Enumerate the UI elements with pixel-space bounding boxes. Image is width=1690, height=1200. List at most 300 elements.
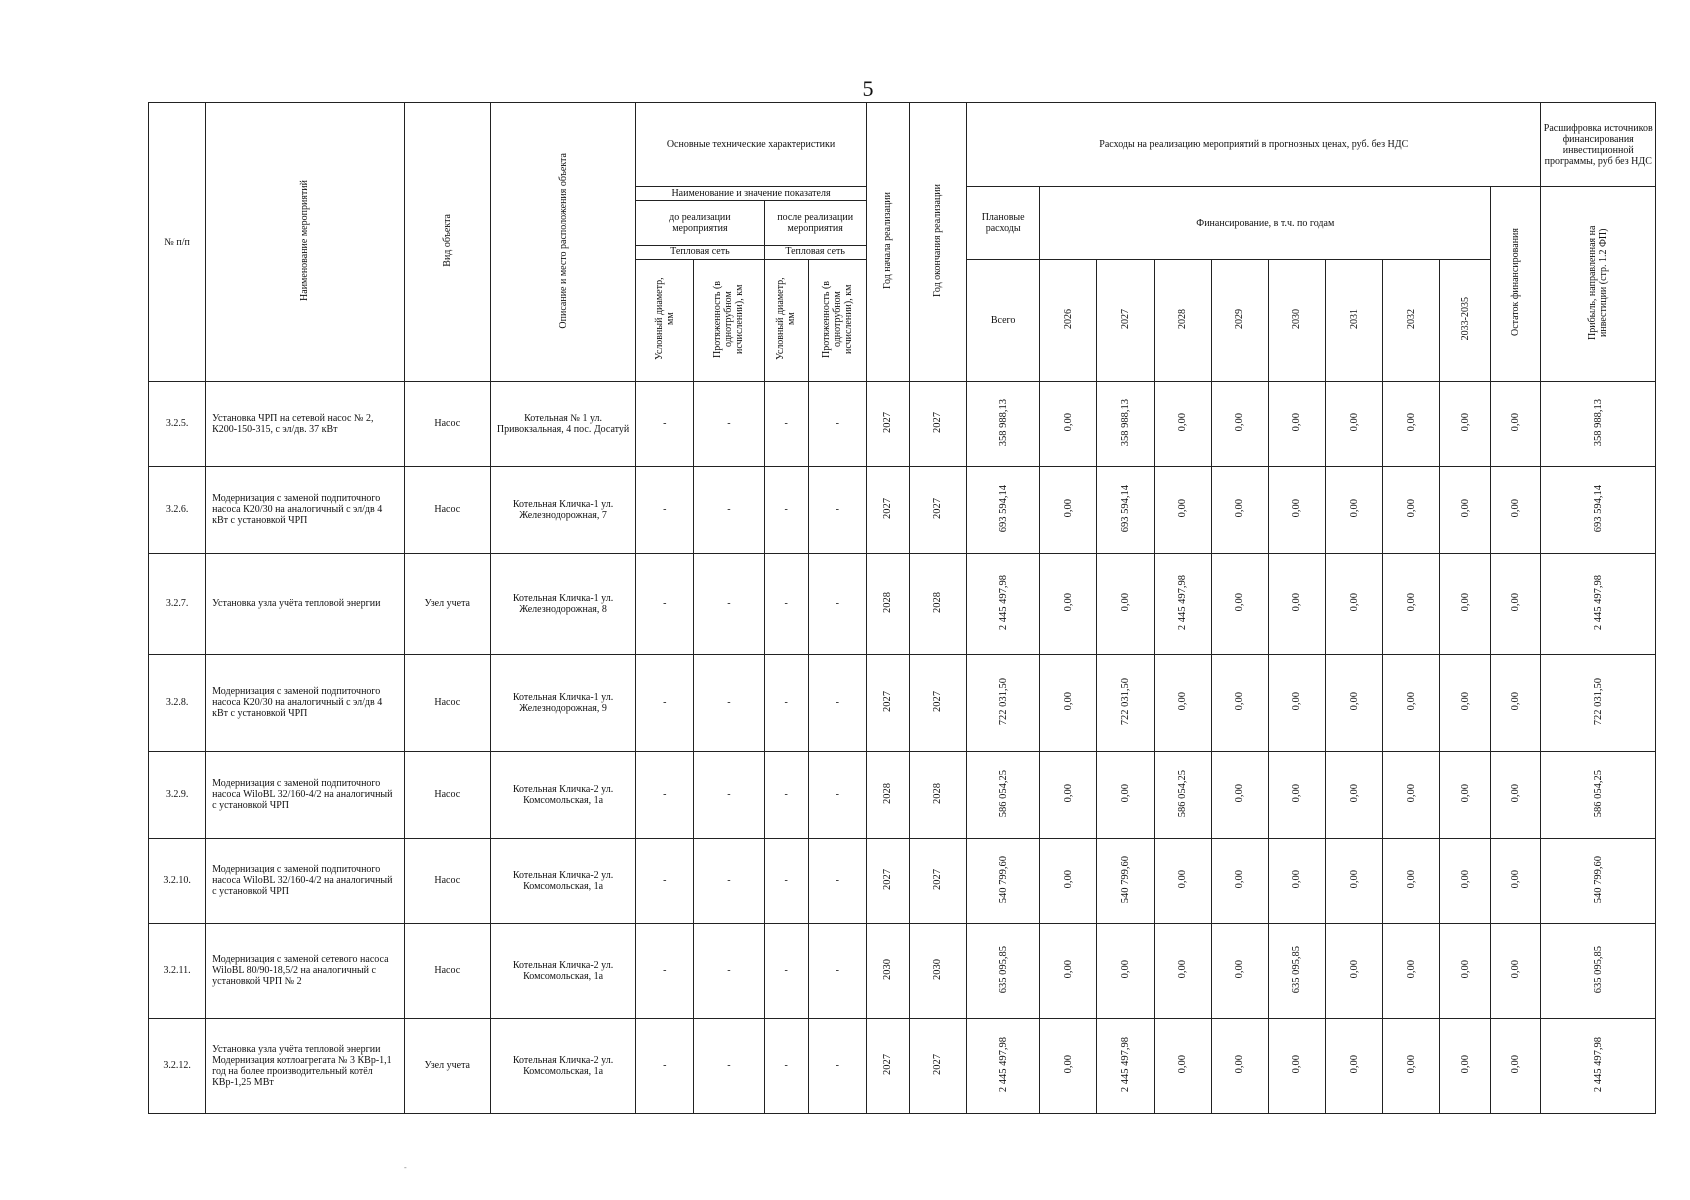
header-total: Всего: [967, 260, 1040, 382]
row-2031-cell: [1325, 1018, 1382, 1113]
header-name: Наименование мероприятий: [206, 103, 405, 382]
table-row: [149, 553, 1656, 654]
row-2030: 0,00: [1291, 1055, 1303, 1074]
row-remainder: 0,00: [1510, 1055, 1522, 1074]
row-remainder-cell: [1491, 838, 1541, 923]
row-2029-cell: [1211, 654, 1268, 751]
row-remainder: 0,00: [1510, 960, 1522, 979]
header-length-before: Протяженность (в однотрубном исчислении), км: [694, 260, 764, 382]
row-year-start-cell: [866, 654, 909, 751]
row-2029-cell: [1211, 1018, 1268, 1113]
row-2031: 0,00: [1348, 960, 1360, 979]
row-2031-cell: [1325, 466, 1382, 553]
header-diameter-before: Условный диаметр, мм: [636, 260, 694, 382]
row-2031: 0,00: [1348, 784, 1360, 803]
row-length-after: -: [808, 752, 866, 839]
row-2026: 0,00: [1062, 960, 1074, 979]
row-2030-cell: [1268, 838, 1325, 923]
row-year-end: 2027: [932, 690, 944, 712]
row-year-end-cell: [909, 382, 966, 467]
row-length-before: -: [694, 382, 764, 467]
row-remainder: 0,00: [1510, 593, 1522, 612]
header-profit: Прибыль, направленная на инвестиции (стр. 1.2 ФП): [1541, 187, 1656, 382]
row-year-start-cell: [866, 553, 909, 654]
row-diameter-after: -: [764, 752, 808, 839]
header-expenses: Расходы на реализацию мероприятий в прогнозных ценах, руб. без НДС: [967, 103, 1541, 187]
header-year-2029: 2029: [1211, 260, 1268, 382]
row-year-end: 2027: [932, 868, 944, 890]
row-2027-cell: [1097, 553, 1154, 654]
row-location: Котельная Кличка-2 ул. Комсомольская, 1а: [490, 1018, 635, 1113]
row-remainder-cell: [1491, 382, 1541, 467]
row-2033-2035: 0,00: [1459, 593, 1471, 612]
row-num: 3.2.10.: [149, 838, 206, 923]
row-type: Узел учета: [404, 553, 490, 654]
row-type: Насос: [404, 838, 490, 923]
row-2029: 0,00: [1234, 413, 1246, 432]
row-2033-2035-cell: [1440, 553, 1491, 654]
row-total-cell: [967, 923, 1040, 1018]
row-2030-cell: [1268, 1018, 1325, 1113]
row-year-end-cell: [909, 752, 966, 839]
row-2029: 0,00: [1234, 784, 1246, 803]
header-year-start: Год начала реализации: [866, 103, 909, 382]
row-year-end-cell: [909, 654, 966, 751]
row-profit: 693 594,14: [1592, 484, 1604, 533]
row-2027-cell: [1097, 752, 1154, 839]
header-year-2031: 2031: [1325, 260, 1382, 382]
row-year-end: 2028: [932, 782, 944, 804]
table-row: [149, 923, 1656, 1018]
row-2027: 540 799,60: [1119, 855, 1131, 904]
row-length-after: -: [808, 1018, 866, 1113]
header-year-2027: 2027: [1097, 260, 1154, 382]
row-2026-cell: [1040, 838, 1097, 923]
row-2031-cell: [1325, 923, 1382, 1018]
row-diameter-after: -: [764, 382, 808, 467]
row-profit: 540 799,60: [1592, 855, 1604, 904]
header-location: Описание и место расположения объекта: [490, 103, 635, 382]
row-2031: 0,00: [1348, 692, 1360, 711]
row-2028: 2 445 497,98: [1177, 574, 1189, 630]
row-profit-cell: [1541, 923, 1656, 1018]
row-2033-2035-cell: [1440, 1018, 1491, 1113]
row-location: Котельная Кличка-1 ул. Железнодорожная, 8: [490, 553, 635, 654]
row-2032: 0,00: [1405, 499, 1417, 518]
row-2027-cell: [1097, 382, 1154, 467]
row-2026: 0,00: [1062, 692, 1074, 711]
row-2033-2035: 0,00: [1459, 870, 1471, 889]
row-2030-cell: [1268, 466, 1325, 553]
row-year-start: 2027: [882, 497, 894, 519]
row-2028-cell: [1154, 838, 1211, 923]
row-diameter-after: -: [764, 838, 808, 923]
row-2028: 0,00: [1177, 1055, 1189, 1074]
row-2028-cell: [1154, 923, 1211, 1018]
row-length-after: -: [808, 466, 866, 553]
table-row: [149, 382, 1656, 467]
row-2030: 0,00: [1291, 784, 1303, 803]
header-year-2026: 2026: [1040, 260, 1097, 382]
row-2031-cell: [1325, 654, 1382, 751]
row-year-start: 2027: [882, 868, 894, 890]
row-diameter-after: -: [764, 923, 808, 1018]
row-total: 722 031,50: [997, 677, 1009, 726]
row-2033-2035: 0,00: [1459, 413, 1471, 432]
row-year-start: 2028: [882, 591, 894, 613]
row-2026-cell: [1040, 466, 1097, 553]
row-remainder-cell: [1491, 553, 1541, 654]
scan-dot: -: [404, 1163, 407, 1172]
row-2029-cell: [1211, 553, 1268, 654]
row-length-before: -: [694, 1018, 764, 1113]
header-tech: Основные технические характеристики: [636, 103, 867, 187]
page-number: 5: [862, 76, 874, 101]
row-type: Насос: [404, 654, 490, 751]
row-2031: 0,00: [1348, 499, 1360, 518]
row-2032: 0,00: [1405, 692, 1417, 711]
row-2026-cell: [1040, 923, 1097, 1018]
row-2033-2035: 0,00: [1459, 692, 1471, 711]
row-num: 3.2.11.: [149, 923, 206, 1018]
row-2033-2035-cell: [1440, 923, 1491, 1018]
row-year-end: 2030: [932, 958, 944, 980]
row-total-cell: [967, 466, 1040, 553]
row-year-end: 2027: [932, 1053, 944, 1075]
row-year-end: 2027: [932, 497, 944, 519]
row-year-end: 2028: [932, 591, 944, 613]
row-total-cell: [967, 838, 1040, 923]
row-total: 586 054,25: [997, 769, 1009, 818]
row-num: 3.2.12.: [149, 1018, 206, 1113]
row-2028: 0,00: [1177, 692, 1189, 711]
row-2032: 0,00: [1405, 870, 1417, 889]
row-diameter-before: -: [636, 923, 694, 1018]
row-2026: 0,00: [1062, 413, 1074, 432]
row-name: Модернизация с заменой подпиточного насоса К20/30 на аналогичный с эл/дв 4 кВт с установкой ЧРП: [206, 466, 405, 553]
row-year-end: 2027: [932, 411, 944, 433]
row-year-start: 2027: [882, 411, 894, 433]
row-diameter-after: -: [764, 1018, 808, 1113]
row-2026-cell: [1040, 654, 1097, 751]
row-type: Насос: [404, 923, 490, 1018]
row-name: Установка узла учёта тепловой энергии: [206, 553, 405, 654]
header-diameter-after: Условный диаметр, мм: [764, 260, 808, 382]
row-year-start: 2027: [882, 690, 894, 712]
row-2030: 0,00: [1291, 593, 1303, 612]
header-planned: Плановые расходы: [967, 187, 1040, 260]
row-total: 540 799,60: [997, 855, 1009, 904]
row-profit: 722 031,50: [1592, 677, 1604, 726]
row-profit: 358 988,13: [1592, 398, 1604, 447]
row-2031-cell: [1325, 752, 1382, 839]
row-year-start: 2030: [882, 958, 894, 980]
row-2027-cell: [1097, 923, 1154, 1018]
row-2026-cell: [1040, 553, 1097, 654]
table-row: [149, 466, 1656, 553]
row-name: Установка ЧРП на сетевой насос № 2, К200-150-315, с эл/дв. 37 кВт: [206, 382, 405, 467]
row-diameter-before: -: [636, 382, 694, 467]
row-year-start: 2028: [882, 782, 894, 804]
row-year-start-cell: [866, 838, 909, 923]
row-2027: 0,00: [1119, 960, 1131, 979]
row-2033-2035-cell: [1440, 382, 1491, 467]
row-2027-cell: [1097, 838, 1154, 923]
row-profit: 2 445 497,98: [1592, 1036, 1604, 1092]
row-total-cell: [967, 752, 1040, 839]
row-2031-cell: [1325, 838, 1382, 923]
row-remainder: 0,00: [1510, 870, 1522, 889]
row-diameter-before: -: [636, 1018, 694, 1113]
header-after-label: после реализации мероприятия: [777, 212, 854, 234]
row-2028: 0,00: [1177, 870, 1189, 889]
row-diameter-after: -: [764, 466, 808, 553]
row-2029: 0,00: [1234, 692, 1246, 711]
row-remainder-cell: [1491, 923, 1541, 1018]
row-2029-cell: [1211, 923, 1268, 1018]
row-2026-cell: [1040, 752, 1097, 839]
row-2032: 0,00: [1405, 784, 1417, 803]
row-length-before: -: [694, 466, 764, 553]
row-profit: 2 445 497,98: [1592, 574, 1604, 630]
row-2030-cell: [1268, 752, 1325, 839]
row-year-start-cell: [866, 923, 909, 1018]
row-remainder-cell: [1491, 1018, 1541, 1113]
row-remainder: 0,00: [1510, 499, 1522, 518]
row-year-start-cell: [866, 1018, 909, 1113]
row-name: Модернизация с заменой подпиточного насоса К20/30 на аналогичный с эл/дв 4 кВт с установкой ЧРП: [206, 654, 405, 751]
row-2027: 2 445 497,98: [1119, 1036, 1131, 1092]
row-num: 3.2.9.: [149, 752, 206, 839]
row-2031: 0,00: [1348, 870, 1360, 889]
row-2028-cell: [1154, 466, 1211, 553]
row-name: Модернизация с заменой сетевого насоса WiloBL 80/90-18,5/2 на аналогичный с установкой ЧРП № 2: [206, 923, 405, 1018]
row-total: 693 594,14: [997, 484, 1009, 533]
row-2032: 0,00: [1405, 1055, 1417, 1074]
row-remainder: 0,00: [1510, 784, 1522, 803]
row-type: Насос: [404, 382, 490, 467]
row-num: 3.2.5.: [149, 382, 206, 467]
header-before-label: до реализации мероприятия: [669, 212, 731, 234]
row-2026: 0,00: [1062, 593, 1074, 612]
row-name: Модернизация с заменой подпиточного насоса WiloBL 32/160-4/2 на аналогичный с установкой ЧРП: [206, 838, 405, 923]
row-2033-2035-cell: [1440, 838, 1491, 923]
row-num: 3.2.6.: [149, 466, 206, 553]
table-row: [149, 752, 1656, 839]
header-num: № п/п: [149, 103, 206, 382]
row-2030-cell: [1268, 654, 1325, 751]
row-2029: 0,00: [1234, 593, 1246, 612]
row-2028: 586 054,25: [1177, 769, 1189, 818]
row-diameter-after: -: [764, 654, 808, 751]
row-2032-cell: [1383, 654, 1440, 751]
table-row: [149, 838, 1656, 923]
row-profit-cell: [1541, 1018, 1656, 1113]
row-2027: 0,00: [1119, 784, 1131, 803]
row-2030: 0,00: [1291, 870, 1303, 889]
row-total-cell: [967, 1018, 1040, 1113]
row-2032-cell: [1383, 382, 1440, 467]
row-remainder: 0,00: [1510, 692, 1522, 711]
row-profit-cell: [1541, 466, 1656, 553]
row-2033-2035: 0,00: [1459, 499, 1471, 518]
row-2027-cell: [1097, 1018, 1154, 1113]
header-year-end: Год окончания реализации: [909, 103, 966, 382]
row-2026: 0,00: [1062, 1055, 1074, 1074]
row-remainder: 0,00: [1510, 413, 1522, 432]
row-total: 635 095,85: [997, 945, 1009, 993]
row-diameter-before: -: [636, 752, 694, 839]
row-2029: 0,00: [1234, 960, 1246, 979]
header-network-after: Тепловая сеть: [765, 245, 866, 259]
header-year-2030: 2030: [1268, 260, 1325, 382]
row-2029-cell: [1211, 466, 1268, 553]
row-year-end-cell: [909, 1018, 966, 1113]
row-2026-cell: [1040, 1018, 1097, 1113]
row-length-before: -: [694, 654, 764, 751]
row-2032-cell: [1383, 752, 1440, 839]
row-profit-cell: [1541, 654, 1656, 751]
row-2032: 0,00: [1405, 593, 1417, 612]
header-sources: Расшифровка источников финансирования инвестиционной программы, руб без НДС: [1541, 103, 1656, 187]
row-2029: 0,00: [1234, 499, 1246, 518]
row-2030: 635 095,85: [1291, 945, 1303, 993]
row-type: Насос: [404, 466, 490, 553]
row-2028: 0,00: [1177, 499, 1189, 518]
row-2028: 0,00: [1177, 960, 1189, 979]
row-2030: 0,00: [1291, 413, 1303, 432]
row-location: Котельная Кличка-1 ул. Железнодорожная, 7: [490, 466, 635, 553]
row-2032-cell: [1383, 553, 1440, 654]
row-2027: 358 988,13: [1119, 398, 1131, 447]
row-2032-cell: [1383, 838, 1440, 923]
row-profit-cell: [1541, 838, 1656, 923]
row-year-start-cell: [866, 752, 909, 839]
row-diameter-before: -: [636, 466, 694, 553]
row-2033-2035: 0,00: [1459, 960, 1471, 979]
row-2032-cell: [1383, 466, 1440, 553]
row-length-after: -: [808, 553, 866, 654]
row-2027: 693 594,14: [1119, 484, 1131, 533]
row-2032: 0,00: [1405, 960, 1417, 979]
row-total: 2 445 497,98: [997, 1036, 1009, 1092]
row-2027-cell: [1097, 654, 1154, 751]
row-year-end-cell: [909, 553, 966, 654]
row-profit: 635 095,85: [1592, 945, 1604, 993]
row-2033-2035-cell: [1440, 752, 1491, 839]
row-length-after: -: [808, 923, 866, 1018]
row-diameter-after: -: [764, 553, 808, 654]
row-year-end-cell: [909, 923, 966, 1018]
header-param: Наименование и значение показателя: [636, 187, 867, 201]
row-2031: 0,00: [1348, 413, 1360, 432]
header-year-2033-2035: 2033-2035: [1440, 260, 1491, 382]
row-2029: 0,00: [1234, 1055, 1246, 1074]
row-2028-cell: [1154, 1018, 1211, 1113]
header-year-2028: 2028: [1154, 260, 1211, 382]
table-row: [149, 1018, 1656, 1113]
header-type: Вид объекта: [404, 103, 490, 382]
row-2031-cell: [1325, 382, 1382, 467]
row-diameter-before: -: [636, 838, 694, 923]
row-length-before: -: [694, 752, 764, 839]
row-2029-cell: [1211, 382, 1268, 467]
row-year-end-cell: [909, 838, 966, 923]
row-2029: 0,00: [1234, 870, 1246, 889]
row-2031: 0,00: [1348, 1055, 1360, 1074]
row-profit-cell: [1541, 553, 1656, 654]
row-remainder-cell: [1491, 654, 1541, 751]
row-remainder-cell: [1491, 752, 1541, 839]
row-2029-cell: [1211, 838, 1268, 923]
header-network-before: Тепловая сеть: [636, 245, 763, 259]
row-num: 3.2.8.: [149, 654, 206, 751]
row-length-before: -: [694, 923, 764, 1018]
row-2030-cell: [1268, 382, 1325, 467]
row-2030: 0,00: [1291, 499, 1303, 518]
row-length-after: -: [808, 654, 866, 751]
row-2026: 0,00: [1062, 499, 1074, 518]
row-total: 2 445 497,98: [997, 574, 1009, 630]
row-2031-cell: [1325, 553, 1382, 654]
row-profit-cell: [1541, 382, 1656, 467]
row-2028-cell: [1154, 382, 1211, 467]
row-type: Узел учета: [404, 1018, 490, 1113]
row-length-after: -: [808, 838, 866, 923]
row-2026: 0,00: [1062, 870, 1074, 889]
row-2031: 0,00: [1348, 593, 1360, 612]
row-profit-cell: [1541, 752, 1656, 839]
row-year-start: 2027: [882, 1053, 894, 1075]
row-type: Насос: [404, 752, 490, 839]
row-length-before: -: [694, 838, 764, 923]
row-remainder-cell: [1491, 466, 1541, 553]
row-2030-cell: [1268, 553, 1325, 654]
row-2027: 0,00: [1119, 593, 1131, 612]
row-num: 3.2.7.: [149, 553, 206, 654]
row-location: Котельная № 1 ул. Привокзальная, 4 пос. Досатуй: [490, 382, 635, 467]
row-diameter-before: -: [636, 654, 694, 751]
row-2028-cell: [1154, 553, 1211, 654]
row-location: Котельная Кличка-2 ул. Комсомольская, 1а: [490, 923, 635, 1018]
row-2026: 0,00: [1062, 784, 1074, 803]
row-length-after: -: [808, 382, 866, 467]
header-after: [764, 201, 866, 260]
row-2033-2035-cell: [1440, 466, 1491, 553]
row-diameter-before: -: [636, 553, 694, 654]
row-2028-cell: [1154, 654, 1211, 751]
investment-table: [148, 102, 1656, 1114]
row-2030-cell: [1268, 923, 1325, 1018]
row-year-end-cell: [909, 466, 966, 553]
row-2027: 722 031,50: [1119, 677, 1131, 726]
row-total-cell: [967, 553, 1040, 654]
row-2026-cell: [1040, 382, 1097, 467]
row-2033-2035-cell: [1440, 654, 1491, 751]
row-2032-cell: [1383, 1018, 1440, 1113]
row-2032-cell: [1383, 923, 1440, 1018]
header-remainder: Остаток финансирования: [1491, 187, 1541, 382]
row-2029-cell: [1211, 752, 1268, 839]
row-length-before: -: [694, 553, 764, 654]
row-location: Котельная Кличка-2 ул. Комсомольская, 1а: [490, 838, 635, 923]
header-before: [636, 201, 764, 260]
row-year-start-cell: [866, 466, 909, 553]
table-row: [149, 654, 1656, 751]
row-total-cell: [967, 654, 1040, 751]
row-2033-2035: 0,00: [1459, 784, 1471, 803]
row-profit: 586 054,25: [1592, 769, 1604, 818]
